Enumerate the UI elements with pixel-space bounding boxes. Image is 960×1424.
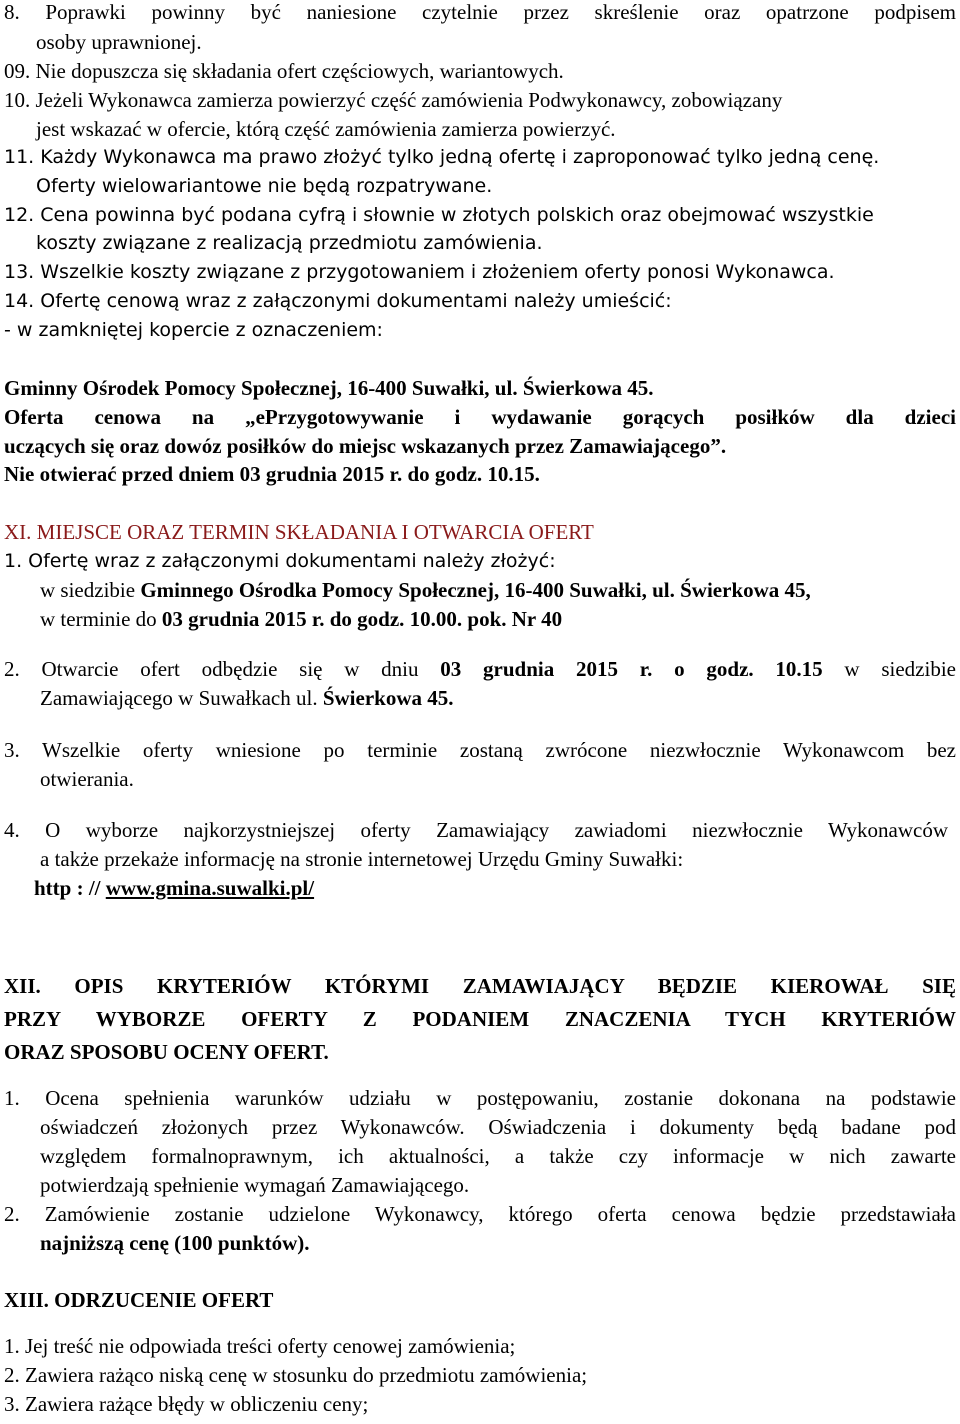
point-10-text: Jeżeli Wykonawca zamierza powierzyć część zamówienia Podwykonawcy, zobowiązany [30, 88, 783, 112]
section-xiii-point-2: 2. Zawiera rażąco niską cenę w stosunku do przedmiotu zamówienia; [4, 1363, 588, 1387]
envelope-offer-title-1: Oferta cenowa na „ePrzygotowywanie i wydawanie gorących posiłków dla dzieci [4, 405, 956, 429]
section-xii-point-1-line-3: względem formalnoprawnym, ich aktualności, a także czy informacje w nich zawarte [40, 1144, 956, 1168]
section-xii-heading-line-1: XII. OPIS KRYTERIÓW KTÓRYMI ZAMAWIAJĄCY BĘDZIE KIEROWAŁ SIĘ [4, 974, 956, 998]
section-xiii-point-1: 1. Jej treść nie odpowiada treści oferty cenowej zamówienia; [4, 1334, 516, 1358]
section-xiii-point-3: 3. Zawiera rażące błędy w obliczeniu ceny; [4, 1392, 369, 1416]
section-xii-point-1-line-4: potwierdzają spełnienie wymagań Zamawiającego. [40, 1173, 470, 1197]
section-xi-point-1-place [40, 578, 811, 602]
point-12-line-2: koszty związane z realizacją przedmiotu zamówienia. [36, 232, 543, 254]
section-xi-point-4-line-2: a także przekaże informację na stronie internetowej Urzędu Gminy Suwałki: [40, 847, 684, 871]
point-10-line-2: jest wskazać w ofercie, którą część zamówienia zamierza powierzyć. [36, 117, 616, 141]
section-xii-heading-line-2: PRZY WYBORZE OFERTY Z PODANIEM ZNACZENIA TYCH KRYTERIÓW [4, 1007, 956, 1031]
opening-prefix: 2. Otwarcie ofert odbędzie się w dniu [4, 657, 441, 681]
opening-location: Zamawiającego w Suwałkach ul. [40, 686, 323, 710]
opening-suffix: w siedzibie [822, 657, 956, 681]
section-xi-point-4-url [34, 876, 314, 900]
date-value: 03 grudnia 2015 r. do godz. 10.00. pok. Nr 40 [161, 607, 563, 631]
section-xii-point-2-line-1: 2. Zamówienie zostanie udzielone Wykonawcy, którego oferta cenowa będzie przedstawiała [4, 1202, 956, 1226]
section-xii-point-1-line-2: oświadczeń złożonych przez Wykonawców. Oświadczenia i dokumenty będą badane pod [40, 1115, 956, 1139]
place-prefix: w siedzibie [40, 578, 141, 602]
opening-date: 03 grudnia 2015 r. o godz. 10.15 [440, 657, 823, 681]
envelope-instruction: - w zamkniętej kopercie z oznaczeniem: [4, 319, 383, 341]
section-xi-point-3-line-1: 3. Wszelkie oferty wniesione po terminie zostaną zwrócone niezwłocznie Wykonawcom bez [4, 738, 956, 762]
opening-street: Świerkowa 45. [322, 686, 454, 710]
url-prefix: http : // [34, 876, 106, 900]
gmina-website-link[interactable]: www.gmina.suwalki.pl/ [105, 876, 315, 900]
point-8-line-2: osoby uprawnionej. [36, 30, 202, 54]
point-14: 14. Ofertę cenową wraz z załączonymi dokumentami należy umieścić: [4, 290, 672, 312]
section-xii-heading-line-3: ORAZ SPOSOBU OCENY OFERT. [4, 1040, 329, 1064]
section-xi-point-4-line-1: 4. O wyborze najkorzystniejszej oferty Zamawiający zawiadomi niezwłocznie Wykonawców [4, 818, 948, 842]
section-xi-point-1-date [40, 607, 562, 631]
section-xii-point-2-line-2: najniższą cenę (100 punktów). [40, 1231, 310, 1255]
point-10-line-1 [4, 88, 956, 112]
point-8-line-1: 8. Poprawki powinny być naniesione czytelnie przez skreślenie oraz opatrzone podpisem [4, 0, 956, 24]
point-11-line-2: Oferty wielowariantowe nie będą rozpatrywane. [36, 175, 493, 197]
date-prefix: w terminie do [40, 607, 162, 631]
point-12-line-1: 12. Cena powinna być podana cyfrą i słownie w złotych polskich oraz obejmować wszystkie [4, 204, 874, 226]
section-xiii-heading: XIII. ODRZUCENIE OFERT [4, 1288, 274, 1312]
section-xi-point-3-line-2: otwierania. [40, 767, 134, 791]
section-xii-point-1-line-1: 1. Ocena spełnienia warunków udziału w postępowaniu, zostanie dokonana na podstawie [4, 1086, 956, 1110]
point-11-line-1: 11. Każdy Wykonawca ma prawo złożyć tylko jedną ofertę i zaproponować tylko jedną cenę. [4, 146, 880, 168]
section-xi-point-2-line-2 [40, 686, 454, 710]
place-name: Gminnego Ośrodka Pomocy Społecznej, 16-400 Suwałki, ul. Świerkowa 45, [140, 578, 811, 602]
section-xi-heading: XI. MIEJSCE ORAZ TERMIN SKŁADANIA I OTWARCIA OFERT [4, 520, 594, 544]
point-10-number: 10. [4, 88, 31, 112]
envelope-do-not-open: Nie otwierać przed dniem 03 grudnia 2015 r. do godz. 10.15. [4, 462, 540, 486]
envelope-address: Gminny Ośrodek Pomocy Społecznej, 16-400 Suwałki, ul. Świerkowa 45. [4, 376, 654, 400]
section-xi-point-1: 1. Ofertę wraz z załączonymi dokumentami należy złożyć: [4, 550, 556, 572]
section-xi-point-2-line-1 [4, 657, 956, 681]
point-09: 09. Nie dopuszcza się składania ofert częściowych, wariantowych. [4, 59, 564, 83]
point-13: 13. Wszelkie koszty związane z przygotowaniem i złożeniem oferty ponosi Wykonawca. [4, 261, 835, 283]
envelope-offer-title-2: uczących się oraz dowóz posiłków do miejsc wskazanych przez Zamawiającego”. [4, 434, 727, 458]
